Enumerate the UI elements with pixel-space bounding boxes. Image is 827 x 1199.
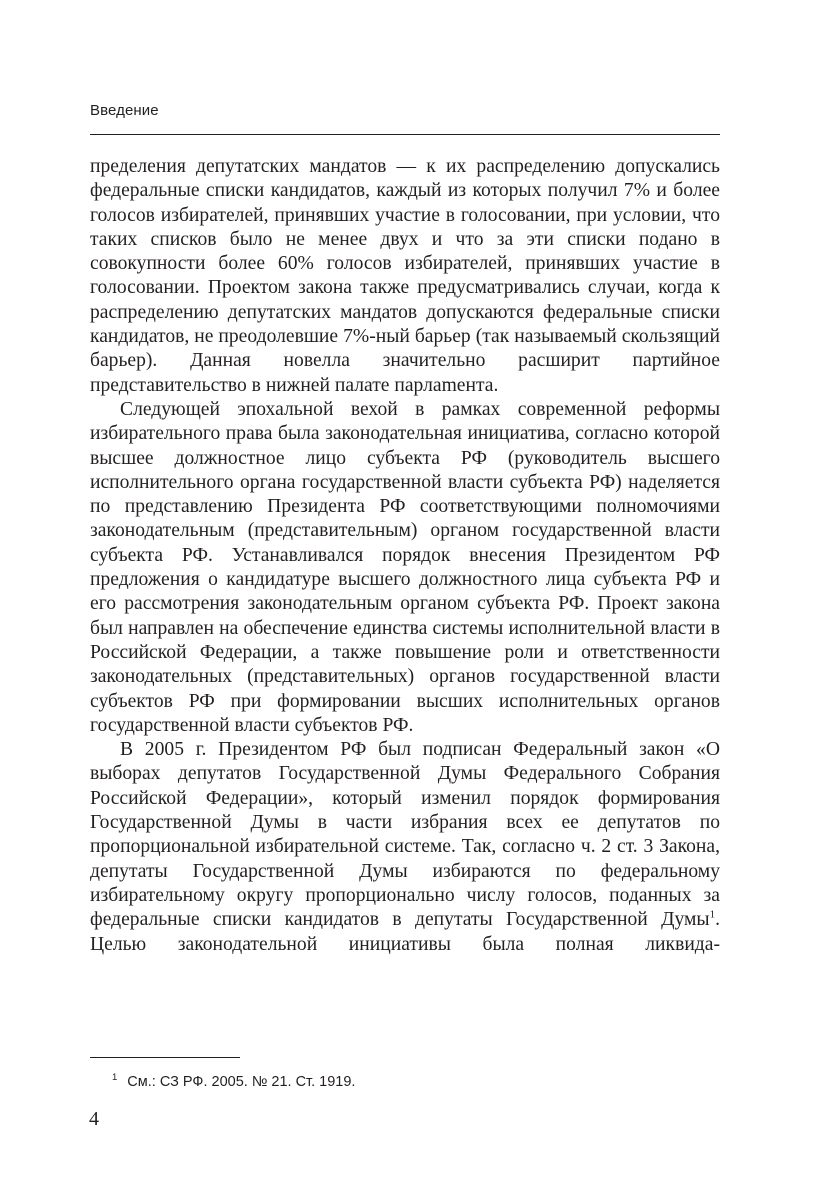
footnote-text: См.: СЗ РФ. 2005. № 21. Ст. 1919. bbox=[127, 1073, 356, 1090]
footnote-rule bbox=[90, 1057, 240, 1058]
paragraph-2: Следующей эпохальной вехой в рамках современной реформы избирательного права была законодательная инициатива, согласно которой высшее должностное лицо субъекта РФ (руководитель высшего исполнительного органа государственной власти субъекта РФ) наделяется по представлению Президента РФ соответствующими полномочиями законодательным (представительным) органом государственной власти субъекта РФ. Устанавливался порядок внесения Президентом РФ предложения о кандидатуре высшего должностного лица субъекта РФ и его рассмотрения законодательным органом субъекта РФ. Проект закона был направлен на обеспечение единства системы исполнительной власти в Российской Федерации, а также повышение роли и ответственности законодательных (представительных) органов государственной власти субъектов РФ при формировании высших исполнительных органов государственной власти субъектов РФ. bbox=[90, 398, 720, 736]
footnote bbox=[112, 1072, 355, 1090]
page-number: 4 bbox=[89, 1108, 99, 1130]
footnote-reference[interactable]: 1 bbox=[709, 908, 716, 921]
header-rule bbox=[90, 134, 720, 135]
body-text bbox=[90, 155, 720, 957]
paragraph-1: пределения депутатских мандатов — к их распределению допускались федеральные списки кандидатов, каждый из которых получил 7% и более голосов избирателей, принявших участие в голосовании, при условии, что таких списков было не менее двух и что за эти списки подано в совокупности более 60% голосов избирателей, принявших участие в голосовании. Проектом закона также предусматривались случаи, когда к распределению депутатских мандатов допускаются федеральные списки кандидатов, не преодолевшие 7%-ный барьер (так называемый скользящий барьер). Данная новелла значительно расширит партийное представительство в нижней палате парлаmента. bbox=[90, 156, 720, 396]
paragraph-3-text: В 2005 г. Президентом РФ был подписан Федеральный закон «О выборах депутатов Государственной Думы Федерального Собрания Российской Федерации», который изменил порядок формирования Государственной Думы в части избрания всех ее депутатов по пропорциональной избирательной системе. Так, согласно ч. 2 ст. 3 Закона, депутаты Государственной Думы избираются по федеральному избирательному округу пропорционально числу голосов, поданных за федеральные списки кандидатов в депутаты Государственной Думы bbox=[90, 739, 720, 931]
paragraph-3 bbox=[90, 738, 720, 957]
running-head: Введение bbox=[90, 102, 159, 119]
footnote-number: 1 bbox=[112, 1072, 118, 1083]
paragraph-3-tail: . Целью законодательной инициативы была полная ликвида- bbox=[90, 909, 720, 955]
